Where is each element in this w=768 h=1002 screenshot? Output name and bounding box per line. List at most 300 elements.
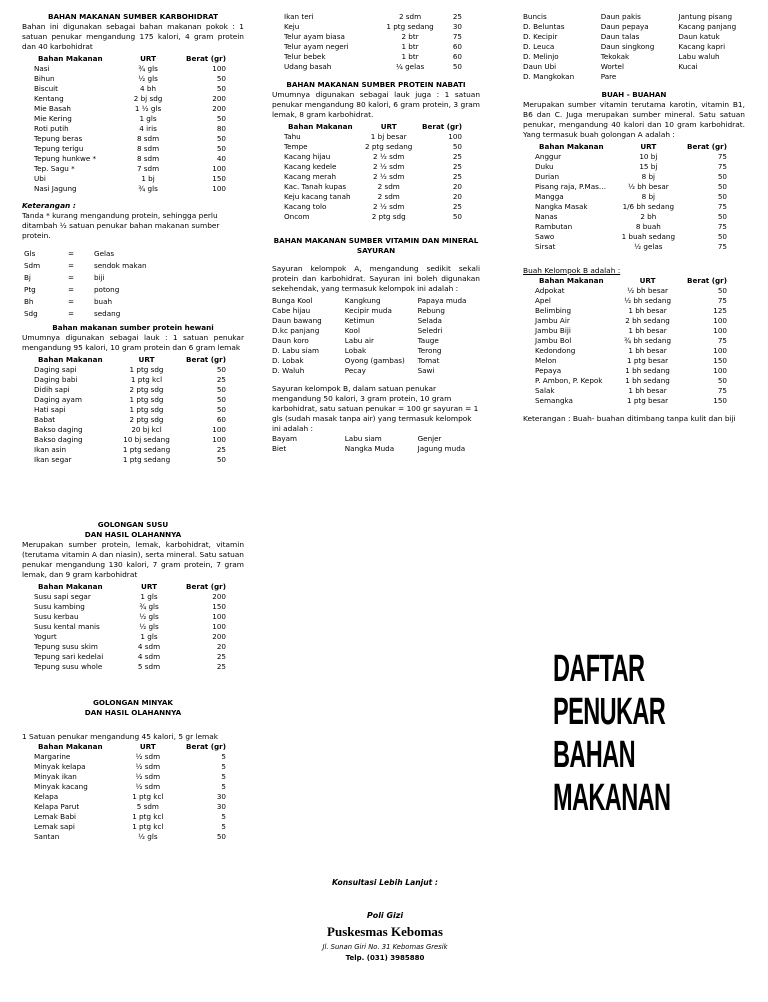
vegetable-name: Rebung [417, 306, 445, 315]
weight-value: 75 [717, 242, 727, 251]
table-row [22, 435, 244, 445]
food-name: Susu kental manis [34, 622, 100, 631]
urt-value: ½ gls [138, 832, 158, 841]
food-name: Rambutan [535, 222, 573, 231]
vegetable-name: Kool [344, 326, 360, 335]
puskesmas-name: Puskesmas Kebomas [327, 924, 443, 939]
urt-value: 2 ptg sedang [365, 142, 413, 151]
weight-value: 20 [216, 642, 226, 651]
table-row [22, 184, 244, 194]
weight-value: 50 [452, 212, 462, 221]
vegetable-name: Lobak [344, 346, 367, 355]
vegetable-name [678, 72, 745, 82]
weight-value: 50 [717, 286, 727, 295]
vegetable-name: Daun Ubi [523, 62, 557, 71]
vegetable-name: Kucai [678, 62, 698, 71]
food-name: Minyak kelapa [34, 762, 86, 771]
vegetable-name: D.kc panjang [272, 326, 320, 335]
table-row [272, 192, 480, 202]
weight-value: 100 [713, 316, 727, 325]
weight-value: 75 [717, 162, 727, 171]
food-name: Belimbing [535, 306, 572, 315]
list-item [272, 366, 480, 376]
table-susu [22, 582, 244, 672]
weight-value: 50 [216, 84, 226, 93]
urt-value: ½ sdm [135, 782, 161, 791]
urt-value: 5 sdm [137, 662, 161, 671]
urt-value: 1 ptg kcl [132, 822, 164, 831]
vegetable-name: Daun pepaya [600, 22, 649, 31]
heading-sayuran-1: BAHAN MAKANAN SUMBER VITAMIN DAN MINERAL [273, 236, 479, 245]
weight-value: 75 [717, 296, 727, 305]
weight-value: 50 [452, 62, 462, 71]
weight-value: 20 [452, 182, 462, 191]
food-name: Lemak Babi [34, 812, 77, 821]
vegetable-name: Tekokak [600, 52, 630, 61]
table-row [272, 172, 480, 182]
table-row [272, 132, 480, 142]
urt-value: 5 sdm [136, 802, 159, 811]
food-name: Minyak kacang [34, 782, 88, 791]
vegetable-name: Wortel [600, 62, 624, 71]
urt-value: 1 ptg sedang [122, 445, 171, 454]
weight-value: 100 [713, 366, 727, 375]
vegetable-name: D. Beluntas [523, 22, 565, 31]
weight-value: 30 [452, 22, 462, 31]
weight-value: 50 [216, 114, 226, 123]
vegetable-name: Daun singkong [600, 42, 655, 51]
table-row [22, 164, 244, 174]
vegetable-name: Buncis [523, 12, 547, 21]
food-name: Tepung hunkwe * [34, 154, 97, 163]
food-name: Keju kacang tanah [284, 192, 351, 201]
food-name: Santan [34, 832, 60, 841]
table-row [22, 415, 244, 425]
abbreviation: Sdm [24, 261, 41, 270]
food-name: Oncom [284, 212, 310, 221]
footer-contact [250, 878, 520, 962]
food-name: Kedondong [535, 346, 576, 355]
food-name: Pisang raja, P.Mas… [535, 182, 607, 191]
weight-value: 5 [221, 752, 226, 761]
food-name: Semangka [535, 396, 573, 405]
vegetable-name: Ketimun [344, 316, 375, 325]
urt-value: ½ sdm [135, 752, 161, 761]
urt-value: 8 buah [635, 222, 661, 231]
food-name: Minyak ikan [34, 772, 77, 781]
vegetable-name: Pecay [344, 366, 366, 375]
table-row [523, 162, 745, 172]
food-name: Daging babi [34, 375, 78, 384]
vegetable-name: Terong [417, 346, 442, 355]
food-name: Nanas [535, 212, 558, 221]
food-name: P. Ambon, P. Kepok [535, 376, 603, 385]
urt-value: 1 ptg besar [626, 356, 669, 365]
vegetable-name: Kacang kapri [678, 42, 726, 51]
weight-value: 100 [212, 64, 226, 73]
vegetable-name: D. Labu siam [272, 346, 320, 355]
column-header: Bahan Makanan [38, 742, 103, 751]
weight-value: 5 [221, 812, 226, 821]
table-sayuran-a [272, 296, 480, 376]
column-header: URT [139, 742, 156, 751]
weight-value: 5 [221, 772, 226, 781]
urt-value: 1 gls [139, 114, 157, 123]
column-header: Berat (gr) [186, 582, 226, 591]
column-header: Bahan Makanan [38, 582, 103, 591]
table-row [22, 782, 244, 792]
food-name: Tahu [284, 132, 301, 141]
weight-value: 100 [212, 164, 226, 173]
weight-value: 50 [717, 172, 727, 181]
urt-value: ¼ gelas [395, 62, 425, 71]
urt-value: 1 ptg besar [626, 396, 669, 405]
urt-value: ½ gls [138, 74, 158, 83]
weight-value: 100 [448, 132, 462, 141]
vegetable-name: Jantung pisang [678, 12, 733, 21]
table-row [523, 296, 745, 306]
urt-value: ½ sdm [135, 762, 161, 771]
weight-value: 25 [216, 445, 226, 454]
list-item [272, 306, 480, 316]
vegetable-name: Biet [272, 444, 287, 453]
table-row [523, 222, 745, 232]
intro-minyak: 1 Satuan penukar mengandung 45 kalori, 5 gr lemak [22, 732, 219, 741]
label-buah-b: Buah Kelompok B adalah : [523, 266, 621, 275]
urt-value: 1 ptg kcl [132, 792, 164, 801]
table-row [22, 385, 244, 395]
vegetable-name: Kecipir muda [344, 306, 392, 315]
urt-value: 1 ptg kcl [132, 812, 164, 821]
weight-value: 75 [717, 152, 727, 161]
vegetable-name: Labu waluh [678, 52, 720, 61]
weight-value: 50 [216, 832, 226, 841]
urt-value: 2 bh sedang [625, 316, 670, 325]
urt-value: 2 ½ sdm [372, 202, 405, 211]
weight-value: 50 [216, 134, 226, 143]
weight-value: 75 [717, 222, 727, 231]
table-row [523, 152, 745, 162]
column-header: Bahan Makanan [539, 276, 604, 285]
food-name: Bakso daging [34, 435, 83, 444]
meaning: buah [94, 297, 113, 306]
column-header: Berat (gr) [186, 54, 226, 63]
weight-value: 5 [221, 762, 226, 771]
column-nabati [272, 12, 480, 454]
table-row [22, 84, 244, 94]
food-name: Jambu Biji [535, 326, 571, 335]
legend-row [24, 249, 147, 259]
food-name: Nangka Masak [535, 202, 588, 211]
weight-value: 200 [212, 94, 226, 103]
urt-value: 2 bh [640, 212, 657, 221]
food-name: Kac. Tanah kupas [284, 182, 347, 191]
urt-value: 2 ptg sdg [129, 385, 164, 394]
intro-susu: Merupakan sumber protein, lemak, karbohidrat, vitamin (terutama vitamin A dan niasin), serta mineral. Satu satuan penukar mengandung 130 kalori, 7 gram protein, 7 gram lemak, dan 9 gram karbohidrat [22, 540, 244, 579]
weight-value: 20 [452, 192, 462, 201]
table-row [272, 52, 480, 62]
urt-value: ½ bh sedang [624, 296, 672, 305]
column-header: Berat (gr) [687, 142, 727, 151]
heading-minyak-1: GOLONGAN MINYAK [93, 698, 173, 707]
intro-buah: Merupakan sumber vitamin terutama karotin, vitamin B1, B6 dan C. Juga merupakan sumber mineral. Satu satuan penukar, mengandung 40 kalori dan 10 gram karbohidrat. Yang termasuk buah golongan A adalah : [523, 100, 745, 139]
vegetable-name: Daun pakis [600, 12, 641, 21]
weight-value: 150 [212, 174, 226, 183]
table-row [22, 802, 244, 812]
food-name: Ikan teri [284, 12, 314, 21]
vegetable-name: Daun talas [600, 32, 640, 41]
table-row [22, 622, 244, 632]
urt-value: 1 gls [140, 592, 158, 601]
intro-hewani: Umumnya digunakan sebagai lauk : 1 satuan penukar mengandung 95 kalori, 10 gram protein dan 6 gram lemak [22, 333, 244, 352]
legend-row [24, 297, 147, 307]
column-header: Berat (gr) [687, 276, 727, 285]
food-name: Hati sapi [34, 405, 66, 414]
vegetable-name: Daun bawang [272, 316, 322, 325]
legend-row [24, 273, 147, 283]
food-name: Biscuit [34, 84, 58, 93]
konsultasi-label: Konsultasi Lebih Lanjut : [332, 878, 438, 887]
table-row [22, 762, 244, 772]
urt-value: ¾ gls [138, 184, 158, 193]
table-row [272, 22, 480, 32]
urt-value: 8 bj [641, 172, 656, 181]
urt-value: 1 ptg sedang [122, 455, 171, 464]
column-header: Berat (gr) [422, 122, 462, 131]
table-row [22, 104, 244, 114]
table-header [272, 122, 480, 132]
vegetable-name: D. Waluh [272, 366, 305, 375]
table-row [22, 752, 244, 762]
urt-value: 15 bj [639, 162, 658, 171]
weight-value: 75 [717, 202, 727, 211]
table-row [22, 124, 244, 134]
urt-value: 2 ptg sdg [129, 415, 164, 424]
urt-value: 1 bh sedang [625, 376, 670, 385]
abbreviation: Bj [24, 273, 31, 282]
table-row [272, 12, 480, 22]
column-header: Bahan Makanan [539, 142, 604, 151]
weight-value: 60 [216, 415, 226, 424]
food-name: Ubi [34, 174, 46, 183]
list-item [523, 32, 745, 42]
food-name: Susu kambing [34, 602, 85, 611]
list-item [523, 52, 745, 62]
urt-value: 1 bj [141, 174, 155, 183]
weight-value: 50 [717, 182, 727, 191]
food-name: Babat [34, 415, 56, 424]
urt-value: ¾ gls [139, 602, 159, 611]
list-item [523, 42, 745, 52]
table-header [22, 54, 244, 64]
food-name: Kacang kedele [284, 162, 337, 171]
weight-value: 50 [216, 405, 226, 414]
urt-value: 8 sdm [136, 154, 160, 163]
weight-value: 75 [717, 386, 727, 395]
urt-value: 1 bh sedang [625, 366, 670, 375]
list-item [272, 356, 480, 366]
urt-value: 2 ½ sdm [372, 172, 405, 181]
vegetable-name: Jagung muda [417, 444, 466, 453]
urt-value: ½ bh besar [627, 182, 669, 191]
food-name: Telur bebek [284, 52, 326, 61]
urt-value: 10 bj sedang [123, 435, 170, 444]
table-row [22, 94, 244, 104]
food-name: Margarine [34, 752, 71, 761]
table-row [22, 74, 244, 84]
urt-value: 4 sdm [137, 642, 161, 651]
urt-value: 1 bh besar [628, 386, 667, 395]
urt-value: 2 sdm [377, 192, 400, 201]
table-row [523, 346, 745, 356]
vegetable-name: Kacang panjang [678, 22, 737, 31]
meaning: sedang [94, 309, 121, 318]
weight-value: 50 [216, 74, 226, 83]
food-name: Bihun [34, 74, 55, 83]
urt-value: 8 sdm [136, 144, 160, 153]
column-karbohidrat [22, 12, 244, 465]
column-header: Bahan Makanan [38, 355, 103, 364]
table-row [22, 612, 244, 622]
table-header [523, 142, 745, 152]
vegetable-name: Nangka Muda [344, 444, 395, 453]
table-row [22, 445, 244, 455]
table-row [272, 162, 480, 172]
table-row [523, 232, 745, 242]
vegetable-name: Sawi [417, 366, 435, 375]
vegetable-name: Labu siam [344, 434, 382, 443]
food-name: Anggur [535, 152, 562, 161]
urt-value: 2 ½ sdm [372, 162, 405, 171]
weight-value: 100 [713, 346, 727, 355]
urt-value: 1 btr [401, 42, 419, 51]
vegetable-name: Daun katuk [678, 32, 720, 41]
table-row [523, 172, 745, 182]
column-header: URT [639, 276, 656, 285]
vegetable-name: D. Melinjo [523, 52, 559, 61]
food-name: Telur ayam biasa [284, 32, 345, 41]
table-row [523, 336, 745, 346]
heading-susu-1: GOLONGAN SUSU [97, 520, 169, 529]
food-name: Yogurt [34, 632, 57, 641]
intro-sayuran-b: Sayuran kelompok B, dalam satuan penukar mengandung 50 kalori, 3 gram protein, 10 gram karbohidrat, satu satuan penukar = 100 gr sayuran = 1 gls (sudah masak tanpa air) yang termasuk kelompok ini adalah : [272, 384, 479, 433]
cover-title [553, 648, 677, 820]
column-header: URT [640, 142, 657, 151]
meaning: Gelas [94, 249, 115, 258]
weight-value: 100 [212, 622, 226, 631]
table-row [22, 792, 244, 802]
equals-sign: = [68, 261, 75, 270]
column-header: URT [141, 582, 157, 591]
table-row [22, 134, 244, 144]
table-row [272, 212, 480, 222]
weight-value: 125 [713, 306, 727, 315]
vegetable-name: Papaya muda [417, 296, 467, 305]
table-header [22, 355, 244, 365]
food-name: Sirsat [535, 242, 556, 251]
table-row [523, 386, 745, 396]
table-row [523, 192, 745, 202]
column-buah [523, 12, 745, 424]
heading-susu-2: DAN HASIL OLAHANNYA [84, 530, 182, 539]
keterangan-label: Keterangan : [22, 201, 76, 210]
table-row [523, 376, 745, 386]
food-name: Susu sapi segar [34, 592, 91, 601]
weight-value: 150 [713, 356, 727, 365]
equals-sign: = [68, 273, 75, 282]
weight-value: 50 [216, 365, 226, 374]
food-name: Kelapa Parut [34, 802, 80, 811]
list-item [523, 62, 745, 72]
urt-value: ½ bh besar [627, 286, 668, 295]
weight-value: 100 [212, 435, 226, 444]
urt-value: 1 ptg sedang [386, 22, 434, 31]
food-name: Daging ayam [34, 395, 82, 404]
food-name: Didih sapi [34, 385, 70, 394]
list-item [272, 316, 480, 326]
food-name: Nasi [34, 64, 50, 73]
address: Jl. Sunan Giri No. 31 Kebomas Gresik [322, 943, 448, 951]
urt-value: 1 ptg sdg [129, 405, 164, 414]
urt-value: 8 bj [641, 192, 656, 201]
table-sayuran-b-1 [272, 434, 480, 454]
urt-value: 1 ½ gls [134, 104, 162, 113]
table-row [22, 365, 244, 375]
food-name: Tepung terigu [34, 144, 84, 153]
food-name: Roti putih [34, 124, 69, 133]
weight-value: 25 [452, 152, 462, 161]
legend-row [24, 261, 147, 271]
weight-value: 25 [452, 202, 462, 211]
abbreviation: Sdg [24, 309, 38, 318]
urt-value: 8 sdm [136, 134, 160, 143]
urt-value: 1 bj besar [370, 132, 407, 141]
heading-buah: BUAH - BUAHAN [601, 90, 667, 99]
vegetable-name: Bunga Kool [272, 296, 313, 305]
urt-value: 2 sdm [377, 182, 400, 191]
food-name: Kacang merah [284, 172, 337, 181]
table-row [523, 182, 745, 192]
list-item [272, 326, 480, 336]
weight-value: 80 [216, 124, 226, 133]
vegetable-name: Selada [417, 316, 442, 325]
food-name: Durian [535, 172, 560, 181]
table-row [523, 316, 745, 326]
weight-value: 100 [212, 612, 226, 621]
weight-value: 100 [713, 326, 727, 335]
vegetable-name: Tomat [417, 356, 440, 365]
table-header [22, 582, 244, 592]
weight-value: 100 [212, 425, 226, 434]
table-row [523, 326, 745, 336]
vegetable-name: D. Kecipir [523, 32, 558, 41]
urt-value: 2 sdm [398, 12, 422, 21]
table-row [272, 152, 480, 162]
urt-value: ½ gelas [634, 242, 663, 251]
weight-value: 50 [216, 385, 226, 394]
table-row [523, 212, 745, 222]
column-header: Bahan Makanan [38, 54, 103, 63]
vegetable-name: Cabe hijau [272, 306, 311, 315]
table-row [523, 356, 745, 366]
vegetable-name: Kangkung [344, 296, 381, 305]
equals-sign: = [68, 249, 75, 258]
weight-value: 25 [452, 172, 462, 181]
urt-value: ½ sdm [135, 772, 161, 781]
food-name: Mangga [535, 192, 564, 201]
table-row [22, 144, 244, 154]
heading-minyak-2: DAN HASIL OLAHANNYA [84, 708, 182, 717]
